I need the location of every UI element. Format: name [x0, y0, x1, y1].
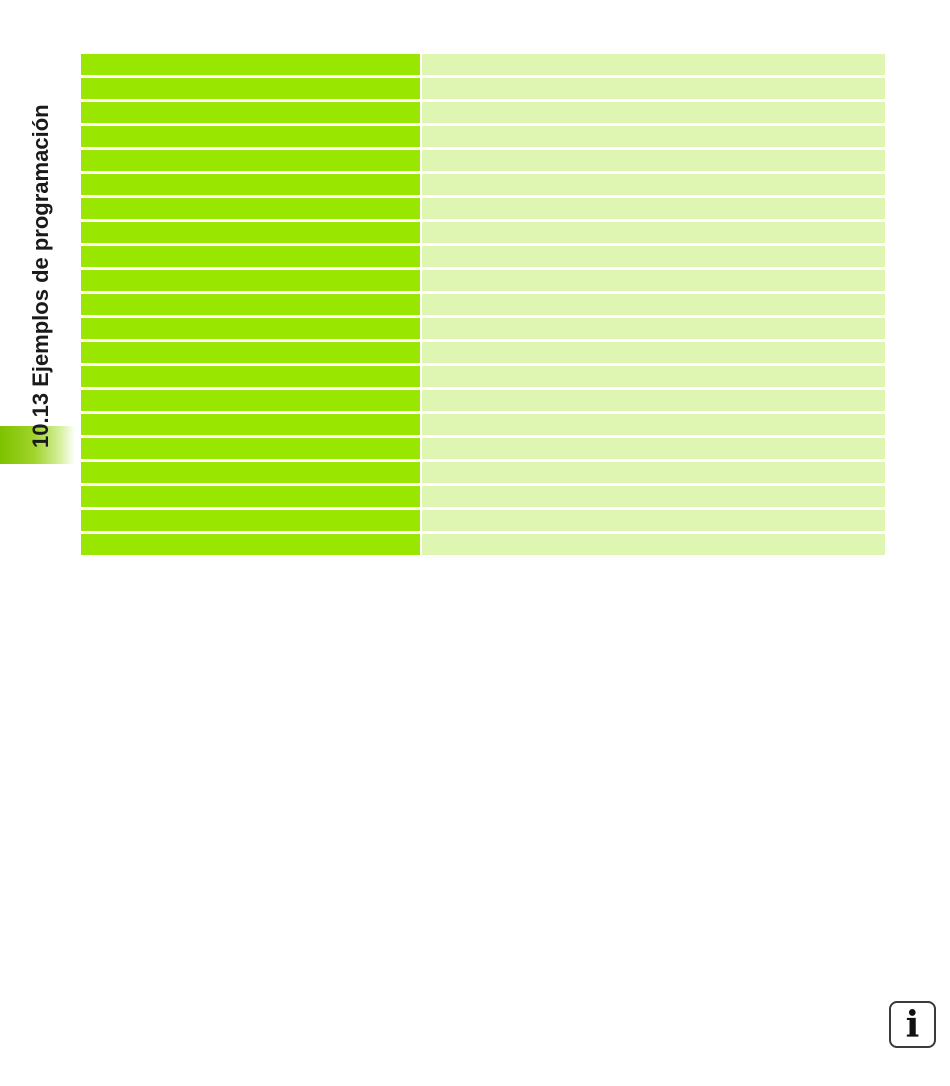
- table-cell-left: [81, 78, 420, 99]
- table-cell-right: [422, 102, 885, 123]
- table-row: [81, 150, 885, 171]
- table-cell-right: [422, 78, 885, 99]
- table-cell-right: [422, 54, 885, 75]
- table-row: [81, 486, 885, 507]
- table-cell-left: [81, 318, 420, 339]
- table-cell-left: [81, 54, 420, 75]
- table-cell-right: [422, 126, 885, 147]
- table-row: [81, 342, 885, 363]
- table-cell-left: [81, 438, 420, 459]
- table-cell-left: [81, 462, 420, 483]
- table-cell-right: [422, 366, 885, 387]
- info-icon: i: [905, 1003, 920, 1046]
- table-cell-left: [81, 270, 420, 291]
- table-cell-right: [422, 438, 885, 459]
- program-table: [81, 54, 885, 555]
- table-cell-left: [81, 198, 420, 219]
- table-cell-left: [81, 246, 420, 267]
- table-row: [81, 222, 885, 243]
- table-cell-right: [422, 318, 885, 339]
- table-cell-right: [422, 486, 885, 507]
- table-cell-right: [422, 222, 885, 243]
- table-cell-left: [81, 366, 420, 387]
- table-row: [81, 294, 885, 315]
- table-cell-right: [422, 534, 885, 555]
- table-cell-left: [81, 390, 420, 411]
- table-row: [81, 246, 885, 267]
- table-row: [81, 510, 885, 531]
- table-cell-left: [81, 174, 420, 195]
- table-cell-right: [422, 246, 885, 267]
- table-row: [81, 102, 885, 123]
- table-cell-right: [422, 390, 885, 411]
- table-cell-left: [81, 102, 420, 123]
- table-cell-right: [422, 510, 885, 531]
- table-row: [81, 270, 885, 291]
- table-row: [81, 414, 885, 435]
- table-cell-left: [81, 414, 420, 435]
- table-row: [81, 198, 885, 219]
- table-row: [81, 462, 885, 483]
- table-row: [81, 318, 885, 339]
- section-title: 10.13 Ejemplos de programación: [28, 104, 53, 448]
- table-row: [81, 390, 885, 411]
- table-cell-left: [81, 294, 420, 315]
- table-cell-left: [81, 486, 420, 507]
- table-cell-right: [422, 270, 885, 291]
- table-row: [81, 366, 885, 387]
- table-row: [81, 174, 885, 195]
- table-cell-left: [81, 126, 420, 147]
- table-cell-left: [81, 342, 420, 363]
- table-cell-right: [422, 462, 885, 483]
- table-cell-left: [81, 510, 420, 531]
- table-row: [81, 54, 885, 75]
- table-row: [81, 534, 885, 555]
- table-cell-right: [422, 174, 885, 195]
- table-cell-right: [422, 414, 885, 435]
- table-cell-right: [422, 198, 885, 219]
- table-row: [81, 438, 885, 459]
- info-button[interactable]: [889, 1001, 936, 1048]
- table-cell-left: [81, 150, 420, 171]
- table-row: [81, 78, 885, 99]
- table-cell-right: [422, 294, 885, 315]
- table-cell-right: [422, 342, 885, 363]
- table-cell-left: [81, 222, 420, 243]
- table-cell-right: [422, 150, 885, 171]
- table-cell-left: [81, 534, 420, 555]
- table-row: [81, 126, 885, 147]
